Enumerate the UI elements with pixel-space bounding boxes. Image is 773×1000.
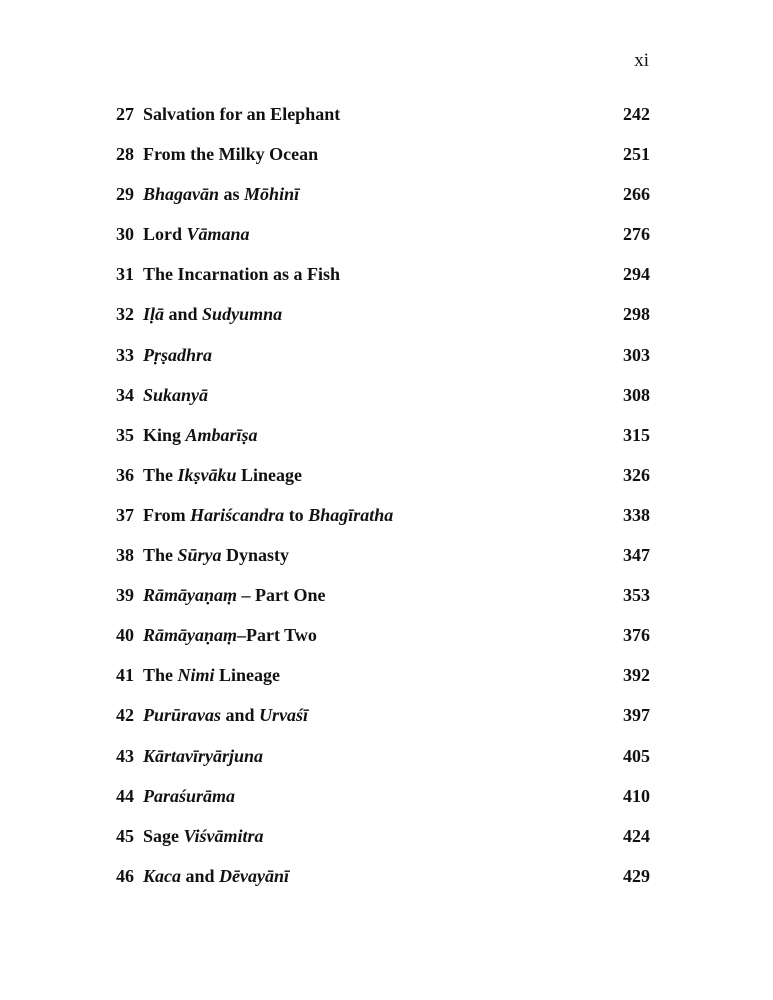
chapter-title <box>143 581 326 609</box>
toc-entry-left <box>116 140 318 168</box>
chapter-title-italic-part: Ambarīṣa <box>185 424 258 445</box>
chapter-number: 34 <box>116 384 134 405</box>
chapter-title <box>143 621 317 649</box>
chapter-title <box>143 701 308 729</box>
toc-entry <box>116 581 650 621</box>
chapter-title <box>143 100 340 128</box>
chapter-title-italic-part: Purūravas <box>143 705 222 726</box>
chapter-title-part: Salvation for an Elephant <box>143 104 341 124</box>
chapter-title-part: and <box>181 865 220 886</box>
toc-entry-left <box>116 701 308 729</box>
toc-entry <box>116 742 650 782</box>
chapter-title <box>143 140 318 168</box>
chapter-page-number: 315 <box>623 424 650 445</box>
chapter-title-part: From the Milky Ocean <box>143 144 319 165</box>
chapter-title <box>143 260 340 288</box>
chapter-page-number: 276 <box>623 224 650 245</box>
chapter-title-italic-part: Sudyumna <box>202 304 283 325</box>
toc-entry-left <box>116 661 280 689</box>
chapter-title <box>143 541 289 569</box>
toc-entry <box>116 782 650 822</box>
chapter-title-part: From <box>143 504 191 525</box>
chapter-title-italic-part: Rāmāyaṇaṃ <box>143 625 238 646</box>
chapter-number: 31 <box>116 264 134 285</box>
chapter-number: 40 <box>116 625 134 646</box>
chapter-title-part: as <box>219 184 245 205</box>
toc-entry <box>116 461 650 501</box>
chapter-title-italic-part: Paraśurāma <box>143 785 236 806</box>
chapter-title-italic-part: Rāmāyaṇaṃ <box>143 585 238 606</box>
toc-entry-left <box>116 100 340 128</box>
chapter-number: 32 <box>116 304 134 325</box>
chapter-title-italic-part: Iḷā <box>143 304 165 325</box>
toc-entry <box>116 341 650 381</box>
chapter-number: 42 <box>116 705 134 726</box>
chapter-page-number: 338 <box>623 504 650 525</box>
toc-entry-left <box>116 862 289 890</box>
chapter-title <box>143 381 208 409</box>
toc-entry <box>116 541 650 581</box>
chapter-page-number: 397 <box>623 705 650 726</box>
chapter-title-part: The Incarnation as a Fish <box>143 264 341 285</box>
chapter-page-number: 294 <box>623 264 650 285</box>
chapter-title <box>143 421 258 449</box>
toc-entry-left <box>116 220 250 248</box>
chapter-title-part: –Part Two <box>237 625 317 646</box>
table-of-contents <box>116 100 650 902</box>
chapter-number: 46 <box>116 865 134 886</box>
chapter-title <box>143 661 280 689</box>
chapter-title-part: Dynasty <box>221 545 290 566</box>
chapter-page-number: 242 <box>623 104 650 124</box>
chapter-number: 45 <box>116 825 134 846</box>
chapter-number: 28 <box>116 144 134 165</box>
chapter-number: 36 <box>116 464 134 485</box>
chapter-title-part: The <box>143 464 178 485</box>
chapter-number: 30 <box>116 224 134 245</box>
toc-entry-left <box>116 742 263 770</box>
page-number: xi <box>634 50 649 71</box>
chapter-title-italic-part: Mōhinī <box>244 184 300 205</box>
chapter-title-italic-part: Ikṣvāku <box>177 464 237 485</box>
chapter-page-number: 251 <box>623 144 650 165</box>
chapter-title <box>143 180 299 208</box>
chapter-title-part: Lineage <box>236 464 303 485</box>
toc-entry-left <box>116 180 299 208</box>
toc-entry <box>116 220 650 260</box>
toc-entry <box>116 180 650 220</box>
toc-entry-left <box>116 461 302 489</box>
chapter-title-italic-part: Kaca <box>143 865 181 886</box>
chapter-page-number: 353 <box>623 585 650 606</box>
chapter-number: 38 <box>116 545 134 566</box>
chapter-title <box>143 501 393 529</box>
chapter-title <box>143 862 289 890</box>
chapter-page-number: 347 <box>623 545 650 566</box>
toc-entry-left <box>116 822 264 850</box>
chapter-page-number: 326 <box>623 464 650 485</box>
toc-entry <box>116 661 650 701</box>
chapter-title-italic-part: Kārtavīryārjuna <box>143 745 264 766</box>
chapter-title-italic-part: Nimi <box>177 665 215 686</box>
chapter-page-number: 410 <box>623 785 650 806</box>
chapter-title-part: – Part One <box>237 585 326 606</box>
chapter-number: 33 <box>116 344 134 365</box>
chapter-title-italic-part: Urvaśī <box>259 705 309 726</box>
chapter-title-part: King <box>143 424 186 445</box>
chapter-number: 27 <box>116 104 134 124</box>
chapter-title <box>143 220 250 248</box>
chapter-number: 37 <box>116 504 134 525</box>
chapter-number: 35 <box>116 424 134 445</box>
chapter-title-italic-part: Vāmana <box>186 224 250 245</box>
chapter-title <box>143 341 212 369</box>
toc-entry-left <box>116 782 235 810</box>
chapter-number: 39 <box>116 585 134 606</box>
chapter-title-part: to <box>284 504 309 525</box>
chapter-title-part: The <box>143 545 178 566</box>
toc-entry-left <box>116 260 340 288</box>
toc-entry-left <box>116 621 317 649</box>
toc-entry <box>116 621 650 661</box>
chapter-title-italic-part: Bhagīratha <box>308 504 394 525</box>
toc-entry <box>116 701 650 741</box>
toc-entry <box>116 381 650 421</box>
chapter-title <box>143 300 282 328</box>
chapter-title-part: and <box>164 304 203 325</box>
toc-entry <box>116 140 650 180</box>
chapter-title-italic-part: Hariścandra <box>190 504 285 525</box>
chapter-page-number: 266 <box>623 184 650 205</box>
chapter-page-number: 405 <box>623 745 650 766</box>
toc-entry <box>116 862 650 902</box>
chapter-number: 43 <box>116 745 134 766</box>
chapter-title-italic-part: Sūrya <box>177 545 222 566</box>
chapter-title-italic-part: Sukanyā <box>143 384 209 405</box>
toc-entry <box>116 300 650 340</box>
toc-entry-left <box>116 541 289 569</box>
chapter-title-part: and <box>221 705 260 726</box>
chapter-page-number: 298 <box>623 304 650 325</box>
chapter-page-number: 376 <box>623 625 650 646</box>
toc-entry-left <box>116 421 258 449</box>
chapter-page-number: 308 <box>623 384 650 405</box>
chapter-page-number: 303 <box>623 344 650 365</box>
chapter-number: 29 <box>116 184 134 205</box>
chapter-title <box>143 822 264 850</box>
chapter-title-italic-part: Bhagavān <box>143 184 220 205</box>
chapter-title <box>143 461 302 489</box>
toc-entry <box>116 260 650 300</box>
toc-entry-left <box>116 341 212 369</box>
chapter-title-italic-part: Viśvāmitra <box>183 825 264 846</box>
chapter-title <box>143 782 235 810</box>
chapter-number: 41 <box>116 665 134 686</box>
toc-entry <box>116 501 650 541</box>
toc-entry-left <box>116 501 393 529</box>
chapter-title-part: The <box>143 665 178 686</box>
chapter-number: 44 <box>116 785 134 806</box>
chapter-title-part: Lineage <box>214 665 281 686</box>
toc-entry-left <box>116 581 326 609</box>
toc-entry <box>116 100 650 140</box>
chapter-title-italic-part: Pṛṣadhra <box>143 344 213 365</box>
toc-entry-left <box>116 300 282 328</box>
chapter-title-italic-part: Dēvayānī <box>219 865 290 886</box>
toc-entry <box>116 421 650 461</box>
chapter-page-number: 392 <box>623 665 650 686</box>
chapter-page-number: 424 <box>623 825 650 846</box>
toc-entry-left <box>116 381 208 409</box>
chapter-title-part: Lord <box>143 224 187 245</box>
toc-entry <box>116 822 650 862</box>
chapter-page-number: 429 <box>623 865 650 886</box>
chapter-title <box>143 742 263 770</box>
chapter-title-part: Sage <box>143 825 184 846</box>
